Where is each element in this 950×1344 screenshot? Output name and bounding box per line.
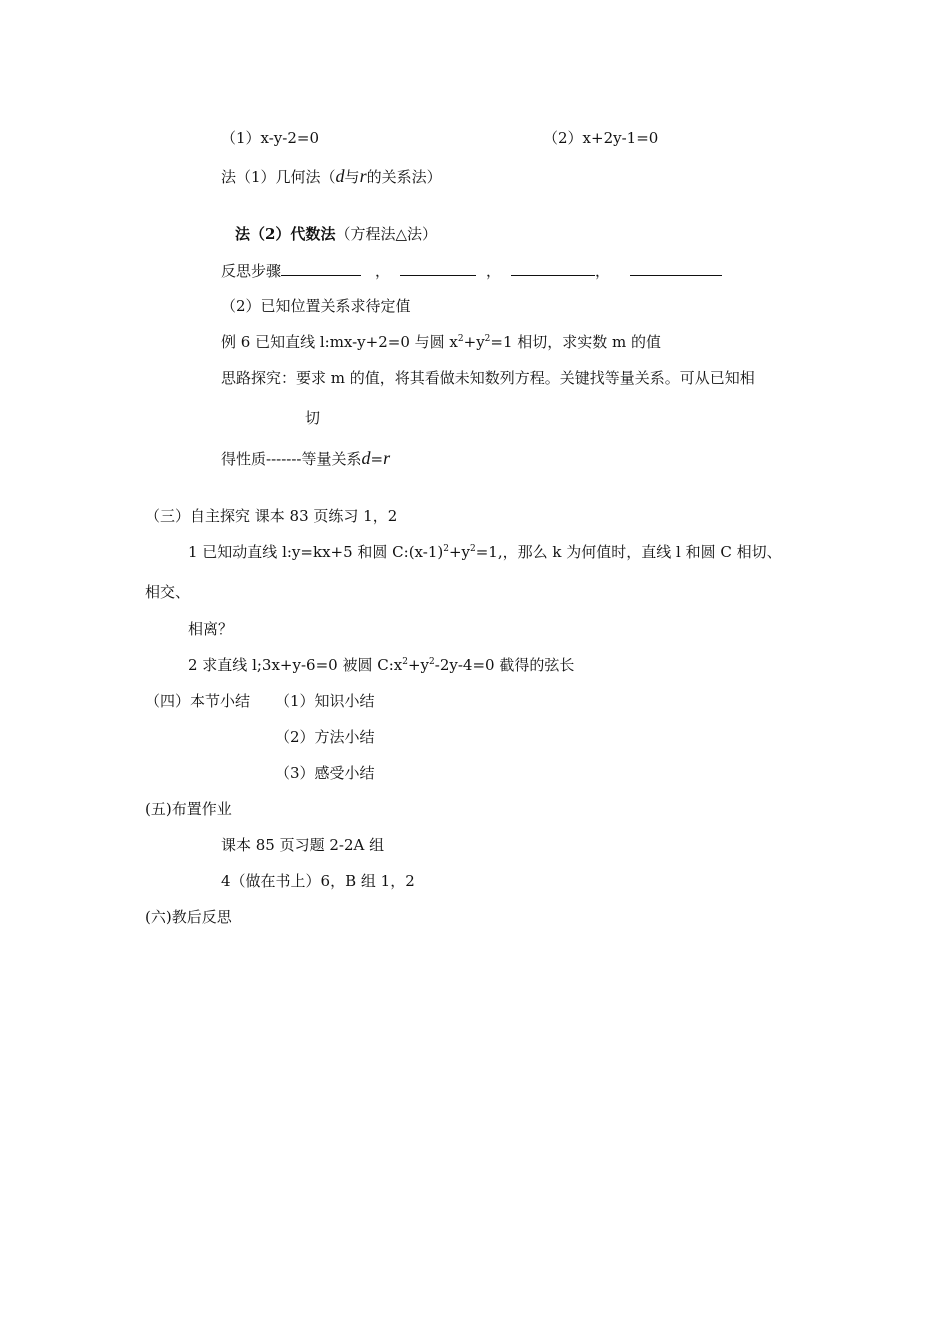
method-geometric-yu: 与: [344, 168, 360, 186]
example-6-sup-1: 2: [457, 334, 464, 344]
question-1-a: 1 已知动直线 l:y=kx+5 和圆 C:(x-1): [188, 543, 444, 561]
question-2-b: +y: [407, 656, 430, 674]
exercise-2: （2）x+2y-1=0: [543, 129, 659, 147]
method-algebraic-rest: （方程法△法）: [335, 225, 437, 243]
blank-4: [630, 261, 722, 276]
example-6-sup-2: 2: [484, 334, 491, 344]
var-d: d: [335, 166, 345, 186]
question-2-c: -2y-4=0 截得的弦长: [434, 656, 575, 674]
thinking-text: 思路探究：要求 m 的值，将其看做未知数列方程。关键找等量关系。可从已知相: [221, 369, 755, 387]
question-2-a: 2 求直线 l;3x+y-6=0 被圆 C:x: [188, 656, 403, 674]
blank-1: [281, 261, 361, 276]
question-2: [188, 655, 574, 675]
reflect-sep-1: ，: [375, 262, 391, 280]
method-geometric-suffix: 的关系法）: [366, 168, 442, 186]
property-text: 得性质-------等量关系: [221, 450, 362, 468]
question-1-sup-1: 2: [443, 544, 449, 554]
known-position-heading: （2）已知位置关系求待定值: [221, 297, 411, 315]
method-algebraic: [235, 224, 437, 244]
reflect-label: 反思步骤: [221, 262, 282, 280]
property-d: d: [361, 448, 371, 468]
reflect-sep-3: ，: [595, 262, 611, 280]
property-r: r: [383, 448, 391, 468]
summary-method: （2）方法小结: [275, 728, 375, 746]
example-6-c: =1 相切，求实数 m 的值: [490, 333, 662, 351]
question-1-cont: 相交、: [145, 583, 191, 601]
question-1-b: +y: [448, 543, 470, 561]
example-6-b: +y: [463, 333, 485, 351]
property-eq: =: [370, 450, 384, 468]
question-1-c: =1,，那么 k 为何值时，直线 l 和圆 C 相切、: [475, 543, 782, 561]
question-1-cont2: 相离？: [188, 620, 234, 638]
homework-1: 课本 85 页习题 2-2A 组: [221, 836, 385, 854]
var-r: r: [359, 166, 367, 186]
question-2-sup-2: 2: [429, 657, 435, 667]
example-6: [221, 332, 661, 352]
section-6-heading: (六)教后反思: [145, 908, 232, 926]
exercise-1: （1）x-y-2=0: [221, 129, 320, 147]
reflect-steps: [221, 261, 722, 281]
question-1: [188, 542, 782, 562]
section-3-heading: （三）自主探究 课本 83 页练习 1，2: [145, 507, 398, 525]
method-algebraic-title: 法（2）代数法: [235, 225, 336, 243]
example-6-a: 例 6 已知直线 l:mx-y+2=0 与圆 x: [221, 333, 458, 351]
method-geometric: [221, 166, 442, 187]
summary-feeling: （3）感受小结: [275, 764, 375, 782]
homework-2: 4（做在书上）6，B 组 1，2: [221, 872, 415, 890]
section-4-heading: （四）本节小结: [145, 692, 251, 710]
reflect-sep-2: ，: [486, 262, 502, 280]
method-geometric-prefix: 法（1）几何法（: [221, 168, 336, 186]
question-1-sup-2: 2: [470, 544, 476, 554]
property-line: [221, 448, 390, 469]
blank-3: [511, 261, 595, 276]
section-5-heading: (五)布置作业: [145, 800, 232, 818]
question-2-sup-1: 2: [402, 657, 408, 667]
thinking-cont: 切: [305, 409, 321, 427]
blank-2: [400, 261, 476, 276]
summary-knowledge: （1）知识小结: [275, 692, 375, 710]
